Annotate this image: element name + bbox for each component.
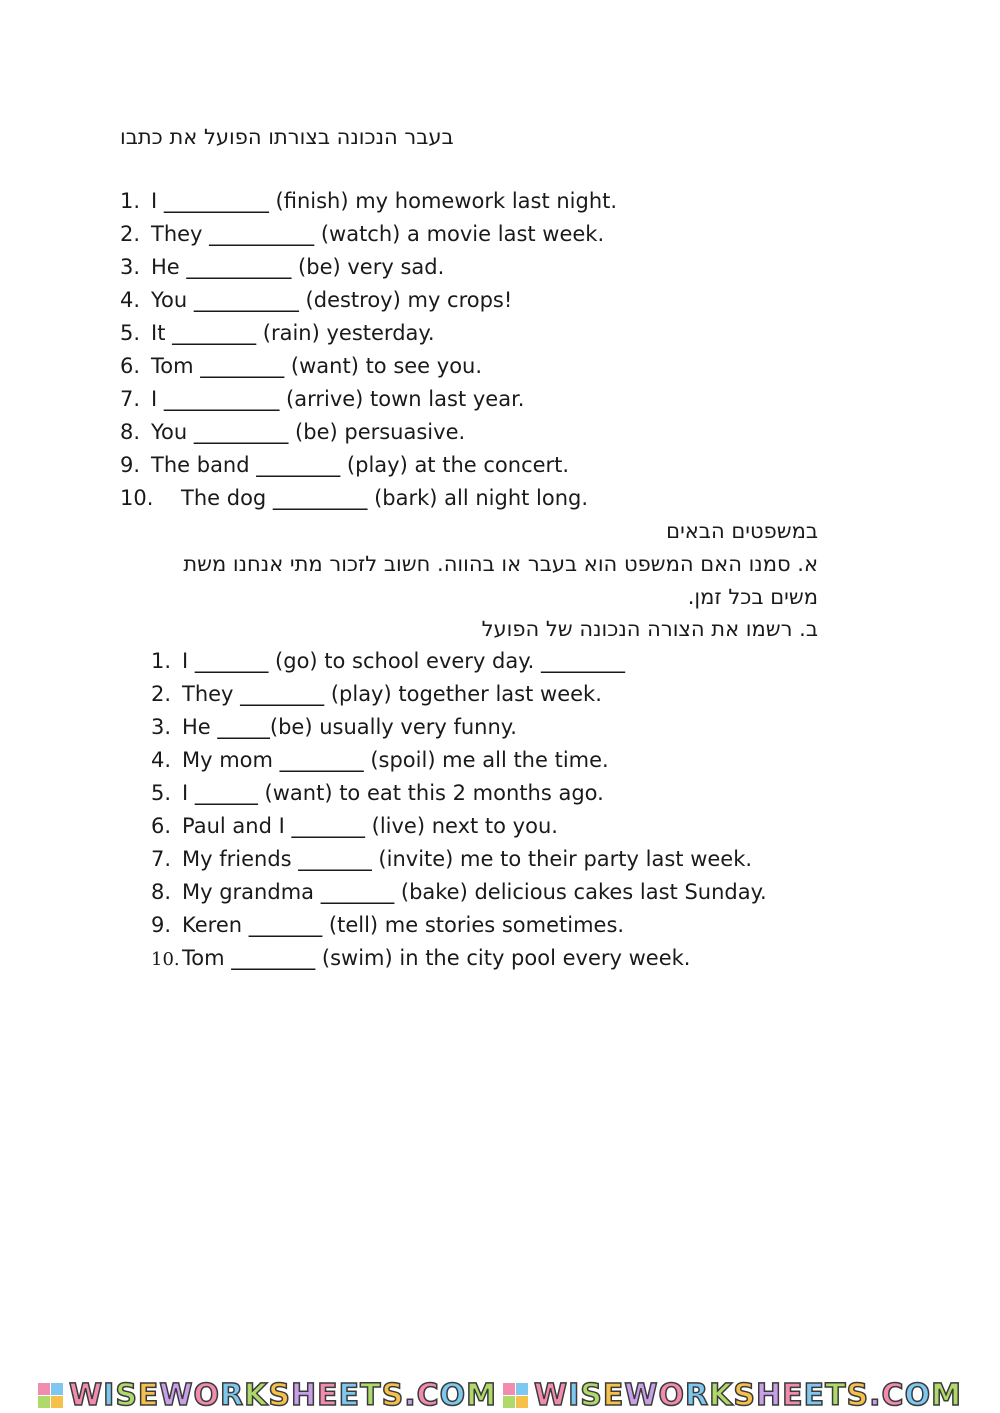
list-item [120,284,617,317]
instruction-line-4: ב. רשמו את הצורה הנכונה של הפועל [481,617,818,641]
item-text: Tom ________ (swim) in the city pool every week. [182,946,691,970]
item-number: 3. [151,715,172,739]
item-number: 2. [151,682,172,706]
item-text: They __________ (watch) a movie last week. [151,222,605,246]
item-number: 5. [120,321,141,345]
list-item [120,218,617,251]
list-item [151,810,767,843]
item-text: I ______ (want) to eat this 2 months ago. [182,781,604,805]
wiseworksheets-brand: WISEWORKSHEETS.COM [69,1378,497,1413]
item-text: I ___________ (arrive) town last year. [151,387,525,411]
item-number: 1. [120,189,141,213]
item-text: Paul and I _______ (live) next to you. [182,814,558,838]
item-number: 9. [120,453,141,477]
list-item [120,449,617,482]
footer-watermark [0,1378,1000,1413]
list-item [151,942,767,975]
wiseworksheets-logo-icon [38,1383,63,1408]
list-item [151,777,767,810]
instruction-line-3: משים בכל זמן. [687,585,818,609]
item-number: 9. [151,913,172,937]
list-item [120,251,617,284]
item-text: I _______ (go) to school every day. ________ [182,649,626,673]
wiseworksheets-logo-icon [503,1383,528,1408]
item-number: 6. [120,354,141,378]
instruction-line-1: במשפטים הבאים [666,519,818,543]
list-item [120,185,617,218]
item-number: 4. [151,748,172,772]
list-item [120,350,617,383]
item-number: 2. [120,222,141,246]
item-text: I __________ (finish) my homework last night. [151,189,618,213]
item-text: Keren _______ (tell) me stories sometimes. [182,913,625,937]
item-number: 8. [120,420,141,444]
item-number: 8. [151,880,172,904]
list-item [151,711,767,744]
list-item [120,482,617,515]
list-item [120,317,617,350]
item-number: 6. [151,814,172,838]
item-text: My friends _______ (invite) me to their party last week. [182,847,753,871]
item-text: You _________ (be) persuasive. [151,420,466,444]
item-text: He __________ (be) very sad. [151,255,445,279]
item-text: You __________ (destroy) my crops! [151,288,513,312]
item-text: The dog _________ (bark) all night long. [181,486,589,510]
item-text: My mom ________ (spoil) me all the time. [182,748,609,772]
list-item [120,416,617,449]
list-item [120,383,617,416]
item-number: 1. [151,649,172,673]
list-item [151,876,767,909]
item-text: He _____(be) usually very funny. [182,715,517,739]
item-number: 4. [120,288,141,312]
item-number: 7. [151,847,172,871]
item-number: 7. [120,387,141,411]
item-number: 10. [120,486,154,510]
exercise-2-list [151,645,767,975]
item-number: 10. [151,949,180,970]
list-item [151,678,767,711]
item-number: 3. [120,255,141,279]
worksheet-heading: בעבר הנכונה בצורתו הפועל את כתבו [120,125,454,149]
item-text: The band ________ (play) at the concert. [151,453,570,477]
item-text: They ________ (play) together last week. [182,682,602,706]
item-text: Tom ________ (want) to see you. [151,354,483,378]
list-item [151,645,767,678]
wiseworksheets-brand: WISEWORKSHEETS.COM [534,1378,962,1413]
item-text: My grandma _______ (bake) delicious cakes last Sunday. [182,880,767,904]
exercise-1-list [120,185,617,515]
item-number: 5. [151,781,172,805]
list-item [151,843,767,876]
instruction-line-2: א. סמנו האם המשפט הוא בעבר או בהווה. חשוב לזכור מתי אנחנו משת [183,552,818,576]
list-item [151,744,767,777]
list-item [151,909,767,942]
item-text: It ________ (rain) yesterday. [151,321,435,345]
